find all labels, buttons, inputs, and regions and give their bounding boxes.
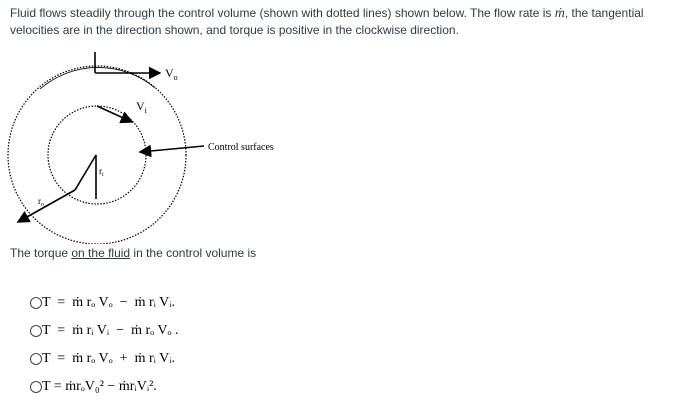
prompt-before: The torque <box>10 246 72 260</box>
label-ri: $r_i$ <box>99 166 104 178</box>
radio-button-3[interactable] <box>30 353 42 365</box>
answer-options <box>30 289 179 401</box>
ro-arrow <box>18 190 75 222</box>
radio-button-4[interactable] <box>30 381 42 393</box>
flow-rate-symbol: ṁ <box>554 6 565 21</box>
label-control-surfaces: Control surfaces <box>208 142 274 153</box>
control-volume-figure <box>0 44 320 244</box>
radio-button-2[interactable] <box>30 325 42 337</box>
answer-option-4[interactable] <box>30 373 179 401</box>
question-text <box>10 5 694 38</box>
prompt-after: in the control volume is <box>130 246 257 260</box>
answer-option-3[interactable] <box>30 345 179 373</box>
answer-option-1[interactable] <box>30 289 179 317</box>
control-volume-diagram <box>0 44 320 244</box>
answer-option-2[interactable] <box>30 317 179 345</box>
outer-control-surface <box>8 66 186 244</box>
answer-equation-2: T = ṁ rᵢ Vᵢ − ṁ rₒ Vₒ . <box>42 323 179 338</box>
vi-arrow <box>97 106 132 122</box>
label-vi: $V_i$ <box>136 99 147 115</box>
inner-control-surface <box>48 106 146 204</box>
control-surface-pointer <box>140 146 204 152</box>
answer-equation-3: T = ṁ rₒ Vₒ + ṁ rᵢ Vᵢ. <box>42 351 176 366</box>
question-text-part1: Fluid flows steadily through the control volume (shown with dotted lines) shown below. The flow rate is <box>10 6 555 20</box>
question-text-part2: , the tangential velocities are in the direction shown, and torque is positive in the clockwise direction. <box>10 6 644 37</box>
answer-equation-1: T = ṁ rₒ Vₒ − ṁ rᵢ Vᵢ. <box>42 295 176 310</box>
label-ro: $r_o$ <box>38 196 44 208</box>
radio-button-1[interactable] <box>30 297 42 309</box>
prompt-underlined: on the fluid <box>71 246 131 260</box>
answer-equation-4: T = ṁrₒV₀² − ṁrᵢVᵢ². <box>42 379 157 394</box>
prompt-text <box>10 245 256 261</box>
label-vo: $V_o$ <box>165 66 178 82</box>
